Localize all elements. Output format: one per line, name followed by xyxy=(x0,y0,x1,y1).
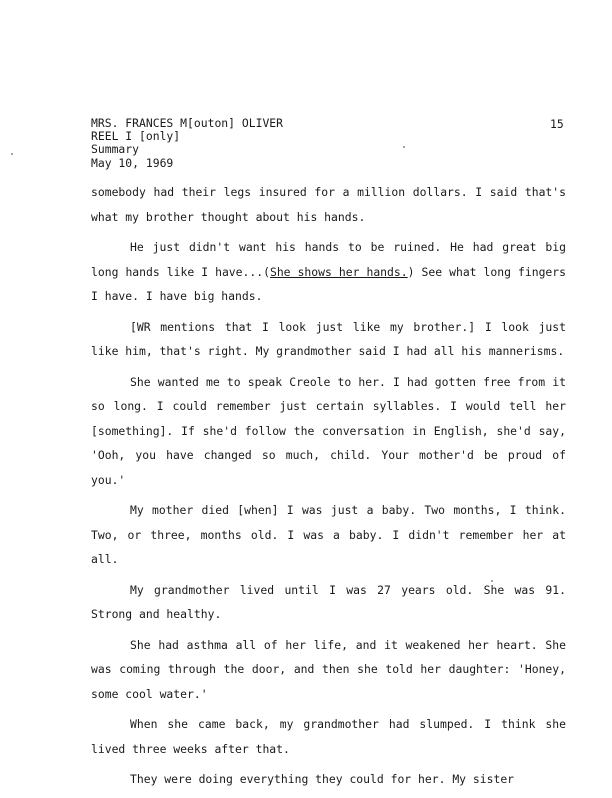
scan-speck xyxy=(11,153,13,155)
header-date: May 10, 1969 xyxy=(91,155,174,170)
paragraph-5: My mother died [when] I was just a baby. Two months, I think. Two, or three, months old. I was a baby. I didn't remember her at all. xyxy=(91,503,566,566)
paragraph-2-text-before: He just didn't want his hands to be ruined. He had great big long hands like I have...( xyxy=(91,240,566,279)
scan-speck xyxy=(491,580,493,582)
paragraph-4: She wanted me to speak Creole to her. I had gotten free from it so long. I could remember just certain syllables. I would tell her [something]. If she'd follow the conversation in English, she'd say, 'Ooh, you have changed so much, child. Your mother'd be proud of you.' xyxy=(91,374,566,487)
header-doc-type: Summary xyxy=(91,142,140,157)
paragraph-9: They were doing everything they could for her. My sister xyxy=(130,772,515,786)
transcript-body xyxy=(91,180,566,798)
header-reel: REEL I [only] xyxy=(91,129,181,144)
paragraph-8: When she came back, my grandmother had slumped. I think she lived three weeks after that. xyxy=(91,717,566,756)
scan-speck xyxy=(403,146,405,148)
page-number: 15 xyxy=(550,117,564,131)
paragraph-2 xyxy=(91,235,566,309)
paragraph-7: She had asthma all of her life, and it weakened her heart. She was coming through the door, and then she told her daughter: 'Honey, some cool water.' xyxy=(91,637,566,701)
paragraph-3: [WR mentions that I look just like my brother.] I look just like him, that's right. My grandmother said I had all his mannerisms. xyxy=(91,319,566,358)
paragraph-1: somebody had their legs insured for a million dollars. I said that's what my brother thought about his hands. xyxy=(91,185,566,224)
document-header xyxy=(91,117,283,170)
paragraph-2-text-after: ) See what long fingers I have. I have big hands. xyxy=(91,264,567,303)
stage-direction: She shows her hands. xyxy=(269,264,408,279)
paragraph-6: My grandmother lived until I was 27 years old. She was 91. Strong and healthy. xyxy=(91,582,566,621)
header-interviewee: MRS. FRANCES M[outon] OLIVER xyxy=(91,116,284,130)
